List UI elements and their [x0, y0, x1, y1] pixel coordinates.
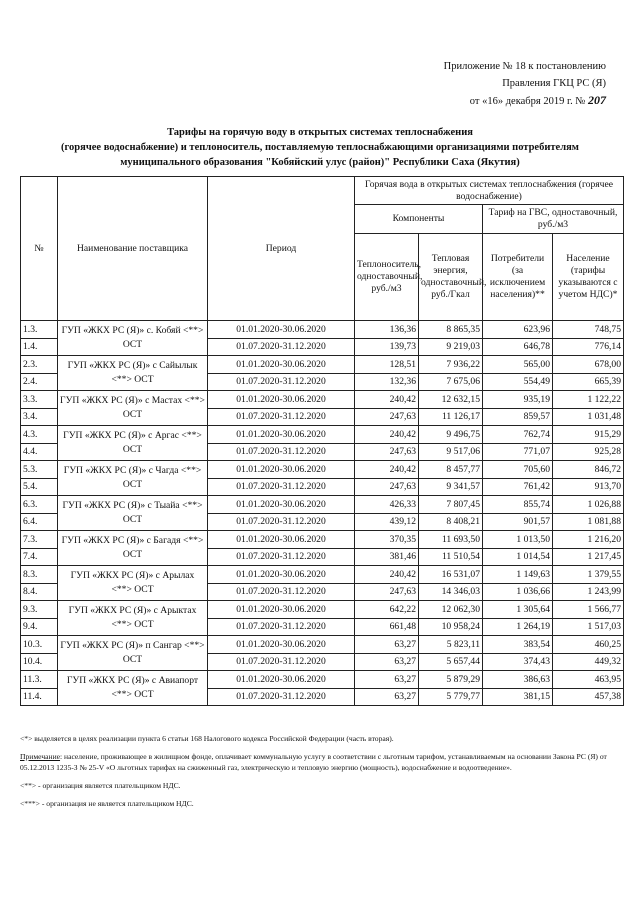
heat-cell: 9 341,57: [419, 478, 483, 496]
consumers-cell: 859,57: [483, 408, 553, 426]
table-row: [21, 671, 624, 689]
consumers-cell: 381,15: [483, 688, 553, 706]
tariffs-table: [20, 176, 624, 706]
supplier-name: ГУП «ЖКХ РС (Я)» п Сангар <**> ОСТ: [58, 636, 208, 671]
supplier-name: ГУП «ЖКХ РС (Я)» с Тыайа <**> ОСТ: [58, 496, 208, 531]
consumers-cell: 1 036,66: [483, 583, 553, 601]
period-cell: 01.07.2020-31.12.2020: [208, 373, 355, 391]
consumers-cell: 565,00: [483, 356, 553, 374]
row-number: 10.4.: [21, 653, 58, 671]
consumers-cell: 855,74: [483, 496, 553, 514]
population-cell: 457,38: [553, 688, 624, 706]
supplier-name: ГУП «ЖКХ РС (Я)» с Аргас <**> ОСТ: [58, 426, 208, 461]
population-cell: 1 122,22: [553, 391, 624, 409]
heat-cell: 11 510,54: [419, 548, 483, 566]
row-number: 9.4.: [21, 618, 58, 636]
carrier-cell: 642,22: [355, 601, 419, 619]
header-period: Период: [208, 177, 355, 321]
period-cell: 01.07.2020-31.12.2020: [208, 653, 355, 671]
consumers-cell: 1 013,50: [483, 531, 553, 549]
carrier-cell: 247,63: [355, 408, 419, 426]
footnote-vat-payer: <**> - организация является плательщиком НДС.: [20, 781, 181, 790]
population-cell: 1 217,45: [553, 548, 624, 566]
table-row: [21, 566, 624, 584]
consumers-cell: 1 149,63: [483, 566, 553, 584]
carrier-cell: 439,12: [355, 513, 419, 531]
population-cell: 1 216,20: [553, 531, 624, 549]
period-cell: 01.07.2020-31.12.2020: [208, 408, 355, 426]
heat-cell: 5 879,29: [419, 671, 483, 689]
consumers-cell: 762,74: [483, 426, 553, 444]
population-cell: 1 031,48: [553, 408, 624, 426]
carrier-cell: 63,27: [355, 671, 419, 689]
period-cell: 01.07.2020-31.12.2020: [208, 618, 355, 636]
supplier-name: ГУП «ЖКХ РС (Я)» с Багадя <**> ОСТ: [58, 531, 208, 566]
row-number: 5.4.: [21, 478, 58, 496]
period-cell: 01.01.2020-30.06.2020: [208, 321, 355, 339]
table-row: [21, 496, 624, 514]
table-row: [21, 321, 624, 339]
population-cell: 449,32: [553, 653, 624, 671]
supplier-name: ГУП «ЖКХ РС (Я)» с Мастах <**> ОСТ: [58, 391, 208, 426]
population-cell: 678,00: [553, 356, 624, 374]
supplier-name: ГУП «ЖКХ РС (Я)» с Арылах <**> ОСТ: [58, 566, 208, 601]
heat-cell: 14 346,03: [419, 583, 483, 601]
carrier-cell: 240,42: [355, 391, 419, 409]
carrier-cell: 247,63: [355, 583, 419, 601]
population-cell: 1 379,55: [553, 566, 624, 584]
supplier-name: ГУП «ЖКХ РС (Я)» с. Кобяй <**> ОСТ: [58, 321, 208, 356]
footnote-vat: <*> выделяется в целях реализации пункта 6 статьи 168 Налогового кодекса Российской Федерации (часть вторая).: [20, 734, 394, 743]
population-cell: 1 026,88: [553, 496, 624, 514]
consumers-cell: 1 014,54: [483, 548, 553, 566]
period-cell: 01.07.2020-31.12.2020: [208, 443, 355, 461]
heat-cell: 9 496,75: [419, 426, 483, 444]
population-cell: 463,95: [553, 671, 624, 689]
period-cell: 01.01.2020-30.06.2020: [208, 601, 355, 619]
heat-cell: 9 517,06: [419, 443, 483, 461]
remark-label: Примечание: [20, 752, 61, 761]
carrier-cell: 240,42: [355, 566, 419, 584]
period-cell: 01.01.2020-30.06.2020: [208, 496, 355, 514]
heat-cell: 8 408,21: [419, 513, 483, 531]
population-cell: 1 243,99: [553, 583, 624, 601]
row-number: 3.3.: [21, 391, 58, 409]
population-cell: 776,14: [553, 338, 624, 356]
footnotes: [20, 733, 620, 816]
row-number: 9.3.: [21, 601, 58, 619]
row-number: 5.3.: [21, 461, 58, 479]
consumers-cell: 901,57: [483, 513, 553, 531]
table-row: [21, 636, 624, 654]
row-number: 1.4.: [21, 338, 58, 356]
period-cell: 01.07.2020-31.12.2020: [208, 513, 355, 531]
appendix-line-2: Правления ГКЦ РС (Я): [502, 78, 606, 89]
period-cell: 01.07.2020-31.12.2020: [208, 478, 355, 496]
heat-cell: 9 219,03: [419, 338, 483, 356]
consumers-cell: 623,96: [483, 321, 553, 339]
heat-cell: 5 779,77: [419, 688, 483, 706]
period-cell: 01.01.2020-30.06.2020: [208, 356, 355, 374]
period-cell: 01.01.2020-30.06.2020: [208, 566, 355, 584]
row-number: 8.3.: [21, 566, 58, 584]
consumers-cell: 935,19: [483, 391, 553, 409]
population-cell: 913,70: [553, 478, 624, 496]
row-number: 2.3.: [21, 356, 58, 374]
row-number: 3.4.: [21, 408, 58, 426]
period-cell: 01.07.2020-31.12.2020: [208, 548, 355, 566]
table-row: [21, 531, 624, 549]
heat-cell: 16 531,07: [419, 566, 483, 584]
carrier-cell: 247,63: [355, 478, 419, 496]
title-line-3: муниципального образования "Кобяйский улус (район)" Республики Саха (Якутия): [120, 157, 520, 168]
row-number: 1.3.: [21, 321, 58, 339]
header-no: №: [21, 177, 58, 321]
period-cell: 01.01.2020-30.06.2020: [208, 426, 355, 444]
table-row: [21, 391, 624, 409]
population-cell: 1 566,77: [553, 601, 624, 619]
consumers-cell: 1 305,64: [483, 601, 553, 619]
population-cell: 915,29: [553, 426, 624, 444]
header-tariff: Тариф на ГВС, одноставочный, руб./м3: [483, 205, 624, 234]
heat-cell: 10 958,24: [419, 618, 483, 636]
consumers-cell: 771,07: [483, 443, 553, 461]
carrier-cell: 661,48: [355, 618, 419, 636]
carrier-cell: 63,27: [355, 653, 419, 671]
heat-cell: 8 865,35: [419, 321, 483, 339]
header-components: Компоненты: [355, 205, 483, 234]
carrier-cell: 240,42: [355, 426, 419, 444]
period-cell: 01.01.2020-30.06.2020: [208, 391, 355, 409]
heat-cell: 7 675,06: [419, 373, 483, 391]
carrier-cell: 139,73: [355, 338, 419, 356]
row-number: 6.4.: [21, 513, 58, 531]
row-number: 8.4.: [21, 583, 58, 601]
header-heat: Тепловая энергия, одноставочный, руб./Гкал: [419, 234, 483, 321]
consumers-cell: 646,78: [483, 338, 553, 356]
document-title: [18, 125, 622, 170]
resolution-number: 207: [588, 93, 606, 107]
consumers-cell: 554,49: [483, 373, 553, 391]
row-number: 2.4.: [21, 373, 58, 391]
title-line-2: (горячее водоснабжение) и теплоноситель, поставляемую теплоснабжающими организациями потребителям: [61, 142, 579, 153]
tariffs-body: [21, 321, 624, 706]
consumers-cell: 1 264,19: [483, 618, 553, 636]
period-cell: 01.01.2020-30.06.2020: [208, 671, 355, 689]
carrier-cell: 132,36: [355, 373, 419, 391]
heat-cell: 12 062,30: [419, 601, 483, 619]
carrier-cell: 63,27: [355, 636, 419, 654]
heat-cell: 5 823,11: [419, 636, 483, 654]
row-number: 6.3.: [21, 496, 58, 514]
population-cell: 846,72: [553, 461, 624, 479]
carrier-cell: 128,51: [355, 356, 419, 374]
carrier-cell: 63,27: [355, 688, 419, 706]
header-supplier: Наименование поставщика: [58, 177, 208, 321]
heat-cell: 12 632,15: [419, 391, 483, 409]
heat-cell: 8 457,77: [419, 461, 483, 479]
carrier-cell: 381,46: [355, 548, 419, 566]
carrier-cell: 247,63: [355, 443, 419, 461]
population-cell: 665,39: [553, 373, 624, 391]
row-number: 10.3.: [21, 636, 58, 654]
supplier-name: ГУП «ЖКХ РС (Я)» с Сайылык <**> ОСТ: [58, 356, 208, 391]
header-carrier: Теплоноситель, одноставочный, руб./м3: [355, 234, 419, 321]
appendix-line-3: от «16» декабря 2019 г. № 207: [469, 93, 606, 107]
footnote-remark: Примечание: население, проживающее в жилищном фонде, оплачивает коммунальную услугу в соответствии с льготным тарифом, устанавливаемым на основании Закона РС (Я) от 05.12.2013 1235-З № 25-V «О льготных тарифах на сжиженный газ, электрическую и тепловую энергию (мощность), водоснабжение и водоотведение».: [20, 752, 607, 772]
period-cell: 01.07.2020-31.12.2020: [208, 338, 355, 356]
supplier-name: ГУП «ЖКХ РС (Я)» с Авиапорт <**> ОСТ: [58, 671, 208, 706]
header-population: Население (тарифы указываются с учетом НДС)*: [553, 234, 624, 321]
table-row: [21, 426, 624, 444]
heat-cell: 5 657,44: [419, 653, 483, 671]
row-number: 7.3.: [21, 531, 58, 549]
supplier-name: ГУП «ЖКХ РС (Я)» с Чагда <**> ОСТ: [58, 461, 208, 496]
period-cell: 01.01.2020-30.06.2020: [208, 531, 355, 549]
population-cell: 925,28: [553, 443, 624, 461]
header-consumers: Потребители (за исключением населения)**: [483, 234, 553, 321]
consumers-cell: 761,42: [483, 478, 553, 496]
row-number: 11.3.: [21, 671, 58, 689]
population-cell: 460,25: [553, 636, 624, 654]
population-cell: 748,75: [553, 321, 624, 339]
population-cell: 1 081,88: [553, 513, 624, 531]
carrier-cell: 136,36: [355, 321, 419, 339]
carrier-cell: 426,33: [355, 496, 419, 514]
footnote-non-vat-payer: <***> - организация не является плательщиком НДС.: [20, 799, 194, 808]
supplier-name: ГУП «ЖКХ РС (Я)» с Арыктах <**> ОСТ: [58, 601, 208, 636]
period-cell: 01.01.2020-30.06.2020: [208, 636, 355, 654]
table-row: [21, 461, 624, 479]
consumers-cell: 386,63: [483, 671, 553, 689]
consumers-cell: 374,43: [483, 653, 553, 671]
row-number: 11.4.: [21, 688, 58, 706]
heat-cell: 7 807,45: [419, 496, 483, 514]
carrier-cell: 370,35: [355, 531, 419, 549]
period-cell: 01.07.2020-31.12.2020: [208, 688, 355, 706]
title-line-1: Тарифы на горячую воду в открытых системах теплоснабжения: [167, 127, 473, 138]
heat-cell: 11 126,17: [419, 408, 483, 426]
table-row: [21, 356, 624, 374]
appendix-header: [444, 58, 606, 110]
population-cell: 1 517,03: [553, 618, 624, 636]
heat-cell: 11 693,50: [419, 531, 483, 549]
carrier-cell: 240,42: [355, 461, 419, 479]
period-cell: 01.07.2020-31.12.2020: [208, 583, 355, 601]
consumers-cell: 705,60: [483, 461, 553, 479]
header-hot-water: Горячая вода в открытых системах теплоснабжения (горячее водоснабжение): [355, 177, 624, 205]
period-cell: 01.01.2020-30.06.2020: [208, 461, 355, 479]
consumers-cell: 383,54: [483, 636, 553, 654]
row-number: 7.4.: [21, 548, 58, 566]
table-row: [21, 601, 624, 619]
heat-cell: 7 936,22: [419, 356, 483, 374]
appendix-line-1: Приложение № 18 к постановлению: [443, 61, 606, 72]
row-number: 4.3.: [21, 426, 58, 444]
row-number: 4.4.: [21, 443, 58, 461]
